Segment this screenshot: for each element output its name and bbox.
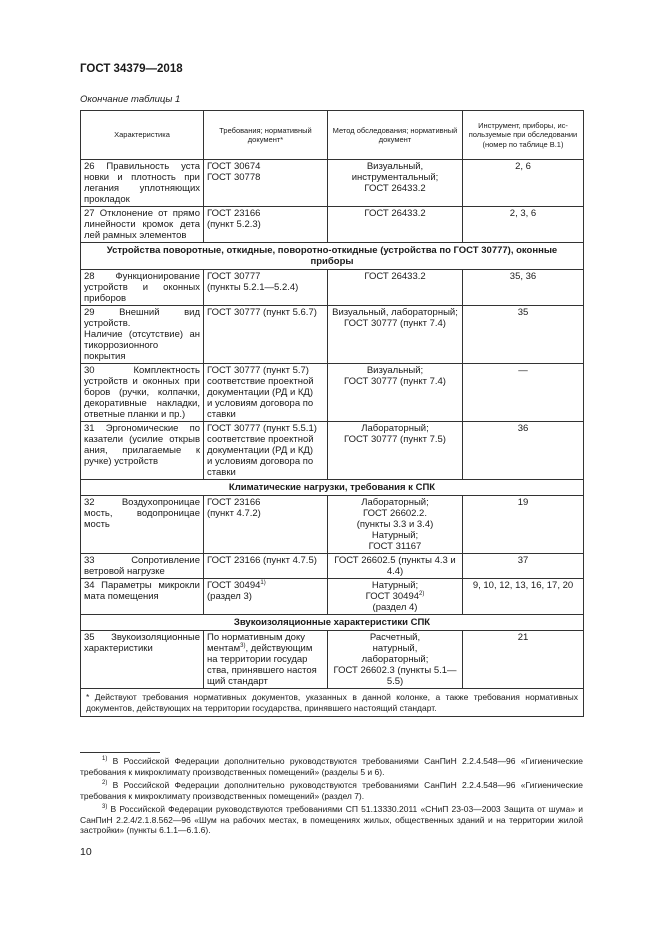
cell-line [331,161,459,172]
table-note-row [81,689,584,717]
cell-line [207,219,324,230]
cell-text: ГОСТ 30777 (пункт 5.5.1) [207,423,317,434]
cell-method [328,422,463,480]
cell-line: линейности кромок дета [84,219,200,230]
cell-text: ГОСТ 23166 [207,208,261,219]
table-body [81,160,584,689]
cell-text: (пункт 5.2.3) [207,219,261,230]
cell-requirements [204,306,328,364]
column-header-requirements: Требования; нормативный документ* [204,111,328,160]
cell-method [328,579,463,615]
cell-text: ГОСТ 30494 [365,591,420,602]
cell-line [207,445,324,456]
cell-characteristic [81,160,204,207]
footnote-text: В Российской Федерации дополнительно руководствуются требованиями СанПиН 2.2.4.548—96 «Гигиенические требования к микроклимату производственных помещений» (раздел 7). [80,780,583,801]
cell-text: Визуальный; [366,365,424,376]
cell-line: Наличие (отсутствие) ан [84,329,200,340]
cell-requirements [204,270,328,306]
cell-line [331,530,459,541]
cell-line: мость, водопроницае [84,508,200,519]
cell-instruments: 35 [463,306,584,364]
cell-method [328,364,463,422]
cell-text: (пункты 3.3 и 3.4) [356,519,434,530]
cell-line [331,566,459,577]
cell-text: ставки [207,409,236,420]
cell-line [207,398,324,409]
cell-line: 26 Правильность уста [84,161,200,172]
table-row [81,422,584,480]
cell-method [328,207,463,243]
cell-line: мость [84,519,110,530]
cell-line: 28 Функционирование [84,271,200,282]
cell-requirements [204,364,328,422]
cell-text: Расчетный, [369,632,421,643]
cell-requirements [204,160,328,207]
cell-line [331,423,459,434]
cell-text: ГОСТ 30777 (пункт 5.6.7) [207,307,317,318]
cell-text: ГОСТ 30778 [207,172,261,183]
footnote-text: В Российской Федерации дополнительно руководствуются требованиями СанПиН 2.2.4.548—96 «Гигиенические требования к микроклимату производственных помещений» (разделы 5 и 6). [80,756,583,777]
cell-text: (раздел 3) [207,591,252,602]
footnote [80,756,583,777]
cell-line [331,676,459,687]
cell-line: боров (ручки, колпачки, [84,387,200,398]
cell-line [331,183,459,194]
cell-text: ГОСТ 26433.2 [364,183,426,194]
cell-text: и условиям договора по [207,456,314,467]
cell-line [331,555,459,566]
cell-line [207,172,324,183]
cell-instruments: 37 [463,554,584,579]
column-header-method: Метод обследования; нормативный документ [328,111,463,160]
cell-text: ГОСТ 31167 [368,541,422,552]
cell-line [207,307,324,318]
cell-text: ментам [207,643,241,654]
cell-line [331,632,459,643]
cell-line: новки и плотность при [84,172,200,183]
table-note: * Действуют требования нормативных документов, указанных в данной колонке, а также требования нормативных документов, действующих на территории государства, принявшего настоящий стандарт. [81,689,584,717]
footnote-text: В Российской Федерации руководствуются требованиями СП 51.13330.2011 «СНиП 23-03—2003 Защита от шума» и СанПиН 2.2.4/2.1.8.562—96 «Шум на рабочих местах, в помещениях жилых, общественных зданий и на территории жилой застройки» (пункты 6.1.1—6.1.6). [80,804,583,835]
cell-instruments: 36 [463,422,584,480]
cell-text: ГОСТ 30777 [207,271,261,282]
cell-line [207,591,324,602]
cell-line [331,318,459,329]
column-header-characteristic: Характеристика [81,111,204,160]
cell-text: документации (РД и КД) [207,445,314,456]
cell-text: ГОСТ 23166 [207,497,261,508]
footnote-ref: 1) [260,579,266,586]
cell-line: 27 Отклонение от прямо [84,208,200,219]
cell-line [331,376,459,387]
cell-characteristic [81,364,204,422]
cell-text: соответствие проектной [207,434,314,445]
cell-line: ветровой нагрузке [84,566,165,577]
table-row [81,207,584,243]
cell-characteristic [81,207,204,243]
cell-line [331,172,459,183]
table-row [81,270,584,306]
cell-line [331,434,459,445]
cell-characteristic [81,270,204,306]
table-row [81,496,584,554]
cell-line: По нормативным доку [207,632,305,643]
cell-text: Натурный; [371,530,419,541]
footnote-ref: 3) [240,642,246,649]
cell-line [331,208,459,219]
cell-method [328,160,463,207]
cell-line: ручке) устройств [84,456,158,467]
cell-line [331,271,459,282]
section-title: Климатические нагрузки, требования к СПК [81,480,584,496]
cell-line: устройств и оконных [84,282,200,293]
cell-line [207,497,324,508]
cell-line [207,423,324,434]
cell-line [207,161,324,172]
cell-line [331,519,459,530]
cell-text: документации (РД и КД) [207,387,314,398]
cell-line [207,467,324,478]
cell-line [207,643,324,654]
cell-text: ГОСТ 26602.3 (пункты 5.1— [333,665,457,676]
cell-requirements [204,207,328,243]
footnote-mark: 3) [102,804,108,811]
cell-line [331,541,459,552]
cell-line [207,508,324,519]
cell-text: 5.5) [386,676,404,687]
cell-line: приборов [84,293,127,304]
cell-line [207,365,324,376]
cell-line: щий стандарт [207,676,268,687]
cell-line [207,376,324,387]
cell-text: Лабораторный; [361,497,429,508]
cell-line [207,271,324,282]
cell-text: , действующим [245,643,313,654]
cell-instruments: — [463,364,584,422]
table-row [81,631,584,689]
cell-text: ГОСТ 30777 (пункт 7.5) [344,434,446,445]
cell-text: ГОСТ 30777 (пункт 7.4) [344,376,446,387]
cell-line [331,365,459,376]
footnote [80,804,583,836]
cell-line [331,591,459,602]
cell-text: ГОСТ 26602.5 (пункты 4.3 и [334,555,456,566]
cell-line [207,409,324,420]
cell-text: Лабораторный; [361,423,429,434]
cell-text: ГОСТ 23166 (пункт 4.7.5) [207,555,317,566]
cell-text: (пункты 5.2.1—5.2.4) [207,282,299,293]
cell-text: Визуальный, лабораторный; [332,307,458,318]
table-row [81,579,584,615]
cell-line: 33 Сопротивление [84,555,200,566]
cell-line [207,208,324,219]
cell-line [331,508,459,519]
cell-line: 30 Комплектность [84,365,200,376]
cell-characteristic [81,496,204,554]
table-row [81,554,584,579]
cell-line [331,307,459,318]
cell-line: устройств и оконных при [84,376,200,387]
cell-line: легания уплотняющих [84,183,200,194]
footnote-ref: 2) [419,590,425,597]
cell-line: ответные планки и пр.) [84,409,186,420]
cell-line [207,387,324,398]
cell-text: Натурный; [371,580,419,591]
cell-line: характеристики [84,643,153,654]
cell-text: ГОСТ 26433.2 [364,271,426,282]
cell-requirements [204,579,328,615]
table-row [81,306,584,364]
cell-line [331,497,459,508]
column-header-instruments: Инструмент, приборы, используемые при обследовании (номер по таблице В.1) [463,111,584,160]
cell-text: лабораторный; [361,654,429,665]
cell-line: ства, принявшего настоя [207,665,317,676]
cell-text: ГОСТ 30674 [207,161,261,172]
cell-instruments: 2, 3, 6 [463,207,584,243]
cell-method [328,270,463,306]
cell-text: ГОСТ 30777 (пункт 5.7) [207,365,309,376]
cell-line: на территории государ [207,654,308,665]
document-header: ГОСТ 34379—2018 [80,63,183,75]
cell-method [328,306,463,364]
cell-text: ставки [207,467,236,478]
cell-instruments: 19 [463,496,584,554]
cell-text: (раздел 4) [372,602,418,613]
table-header-row [81,111,584,160]
table-row [81,160,584,207]
cell-line [207,282,324,293]
cell-line [207,580,324,591]
cell-characteristic [81,579,204,615]
cell-requirements [204,496,328,554]
cell-line: лей рамных элементов [84,230,187,241]
cell-method [328,496,463,554]
table-row [81,364,584,422]
cell-line [331,602,459,613]
cell-line: мата помещения [84,591,159,602]
cell-line [207,456,324,467]
cell-requirements [204,631,328,689]
cell-characteristic [81,554,204,579]
page-number: 10 [80,846,92,858]
cell-line: 32 Воздухопроницае [84,497,200,508]
cell-line: прокладок [84,194,130,205]
footnotes [80,756,583,839]
footnote [80,780,583,801]
cell-requirements [204,554,328,579]
cell-characteristic [81,306,204,364]
cell-text: Визуальный, [366,161,424,172]
cell-text: ГОСТ 30777 (пункт 7.4) [344,318,446,329]
cell-instruments: 2, 6 [463,160,584,207]
cell-line: 34 Параметры микрокли [84,580,200,591]
section-header-row [81,480,584,496]
cell-text: натурный, [372,643,418,654]
section-title: Устройства поворотные, откидные, поворотно-откидные (устройства по ГОСТ 30777), оконные приборы [81,243,584,270]
cell-characteristic [81,631,204,689]
cell-line: казатели (усилие открыв [84,434,200,445]
cell-text: (пункт 4.7.2) [207,508,261,519]
cell-line: декоративные накладки, [84,398,200,409]
cell-instruments: 35, 36 [463,270,584,306]
cell-line [331,580,459,591]
section-title: Звукоизоляционные характеристики СПК [81,615,584,631]
cell-text: 4.4) [386,566,404,577]
section-header-row [81,243,584,270]
footnote-mark: 1) [102,756,108,763]
table-caption: Окончание таблицы 1 [80,94,181,105]
footnote-divider [80,752,160,753]
cell-line: 35 Звукоизоляционные [84,632,200,643]
cell-line [207,555,324,566]
cell-instruments: 21 [463,631,584,689]
cell-text: ГОСТ 30494 [207,580,261,591]
cell-text: инструментальный; [351,172,439,183]
cell-line [331,665,459,676]
cell-line: тикоррозионного покрытия [84,340,159,362]
cell-line [331,643,459,654]
cell-method [328,631,463,689]
requirements-table [80,110,584,717]
cell-line: ания, прилагаемые к [84,445,200,456]
cell-text: и условиям договора по [207,398,314,409]
footnote-mark: 2) [102,780,108,787]
cell-text: ГОСТ 26433.2 [364,208,426,219]
cell-line [331,654,459,665]
cell-instruments: 9, 10, 12, 13, 16, 17, 20 [463,579,584,615]
cell-line [207,434,324,445]
cell-requirements [204,422,328,480]
cell-text: ГОСТ 26602.2. [363,508,427,519]
cell-text: соответствие проектной [207,376,314,387]
cell-line: 31 Эргономические по [84,423,200,434]
cell-method [328,554,463,579]
section-header-row [81,615,584,631]
cell-line: 29 Внешний вид устройств. [84,307,200,329]
cell-characteristic [81,422,204,480]
